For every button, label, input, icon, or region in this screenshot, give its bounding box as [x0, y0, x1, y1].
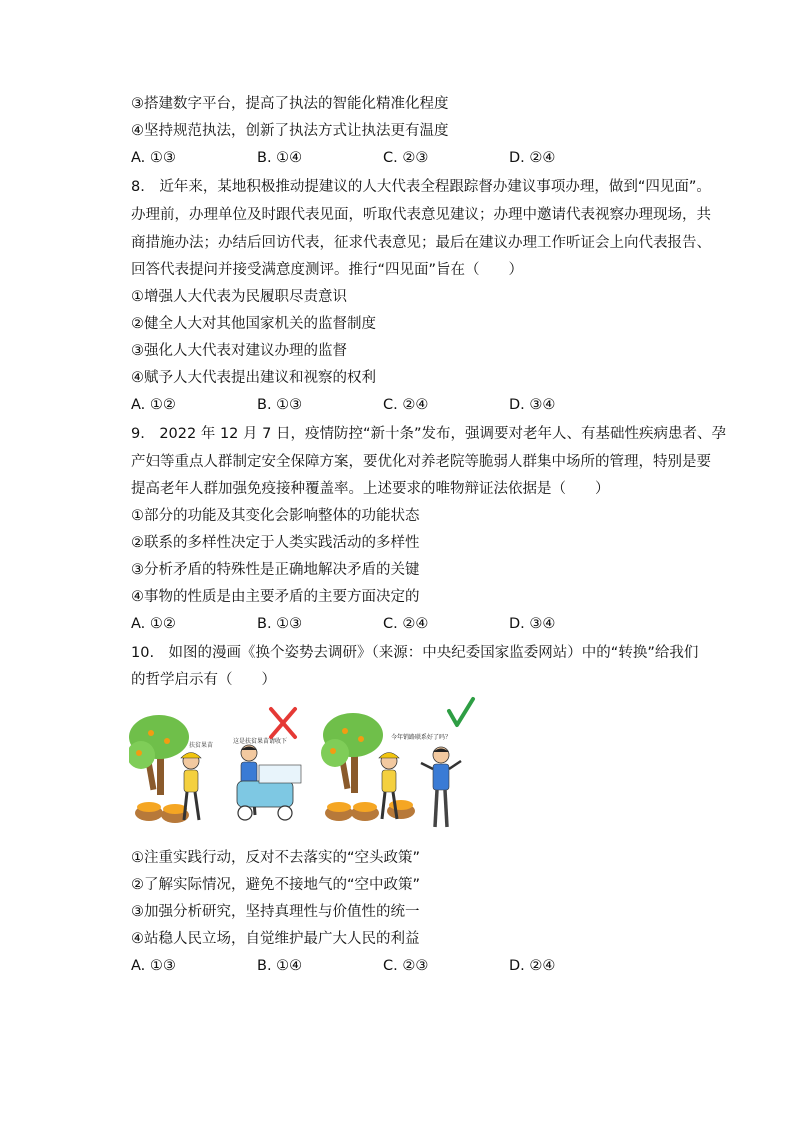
comic-left-sign: 扶贫果苗: [189, 742, 214, 749]
orange-fruit: [164, 738, 170, 744]
q9-stem-line-3: 提高老年人群加强免疫接种覆盖率。上述要求的唯物辩证法依据是（ ）: [131, 481, 610, 497]
q9-options: [131, 614, 691, 634]
delivery-cart: [237, 781, 293, 807]
q7-option-c: C. ②③: [383, 150, 429, 166]
official-leg: [435, 790, 437, 827]
q8-statement-4: ④赋予人大代表提出建议和视察的权利: [131, 370, 376, 386]
cart-cargo: [259, 765, 301, 783]
q7-statement-4: ④坚持规范执法，创新了执法方式让执法更有温度: [131, 123, 449, 139]
comic-right-panel: [321, 699, 473, 827]
q7-option-b: B. ①④: [257, 150, 303, 166]
comic-right-speech: 今年销路联系好了吗？: [391, 734, 452, 741]
oranges-pile: [353, 802, 377, 812]
farmer-leg: [195, 792, 199, 820]
q9-stem-line-2: 产妇等重点人群制定安全保障方案，要优化对养老院等脆弱人群集中场所的管理，特别是要: [131, 454, 711, 470]
oranges-pile: [327, 802, 351, 812]
q7-options: [131, 148, 691, 168]
q8-option-c: C. ②④: [383, 397, 429, 413]
orange-fruit: [342, 728, 348, 734]
q9-option-c: C. ②④: [383, 616, 429, 632]
q9-option-a: A. ①②: [131, 616, 176, 632]
q10-statement-2: ②了解实际情况，避免不接地气的“空中政策”: [131, 877, 421, 893]
wrong-mark-icon: [271, 709, 295, 737]
oranges-pile: [389, 800, 413, 810]
q8-statement-2: ②健全人大对其他国家机关的监督制度: [131, 316, 376, 332]
orange-fruit: [148, 730, 154, 736]
official-arm: [449, 761, 461, 769]
q8-option-d: D. ③④: [509, 397, 556, 413]
orange-fruit: [358, 736, 364, 742]
q8-stem-line-4: 回答代表提问并接受满意度测评。推行“四见面”旨在（ ）: [131, 262, 524, 278]
q10-option-d: D. ②④: [509, 958, 556, 974]
comic-left-speech: 这是扶贫果苗请收下: [233, 738, 288, 745]
q10-stem-line-1: 10. 如图的漫画《换个姿势去调研》（来源：中央纪委国家监委网站）中的“转换”给我们: [131, 645, 699, 661]
q7-option-d: D. ②④: [509, 150, 556, 166]
official-shirt: [433, 764, 449, 790]
q10-statement-1: ①注重实践行动，反对不去落实的“空头政策”: [131, 850, 421, 866]
q9-statement-4: ④事物的性质是由主要矛盾的主要方面决定的: [131, 589, 420, 605]
cart-wheel: [238, 806, 252, 820]
q10-stem-line-2: 的哲学启示有（ ）: [131, 672, 276, 688]
comic-illustration: [129, 695, 479, 837]
q9-stem-line-1: 9. 2022 年 12 月 7 日，疫情防控“新十条”发布，强调要对老年人、有基础性疾病患者、孕: [131, 426, 726, 442]
q8-option-a: A. ①②: [131, 397, 176, 413]
official-arm: [421, 763, 433, 769]
q8-statement-1: ①增强人大代表为民履职尽责意识: [131, 289, 347, 305]
q9-statement-3: ③分析矛盾的特殊性是正确地解决矛盾的关键: [131, 562, 420, 578]
comic-left-panel: [129, 709, 301, 823]
q9-statement-2: ②联系的多样性决定于人类实践活动的多样性: [131, 535, 420, 551]
q10-options: [131, 956, 691, 976]
q10-statement-4: ④站稳人民立场，自觉维护最广大人民的利益: [131, 931, 420, 947]
orange-fruit: [136, 750, 142, 756]
straw-hat: [181, 753, 201, 759]
q8-stem-line-2: 办理前，办理单位及时跟代表见面，听取代表意见建议；办理中邀请代表视察办理现场，共: [131, 207, 711, 223]
q7-statement-3: ③搭建数字平台，提高了执法的智能化精准化程度: [131, 96, 449, 112]
q10-option-b: B. ①④: [257, 958, 303, 974]
q8-statement-3: ③强化人大代表对建议办理的监督: [131, 343, 347, 359]
q8-stem-line-3: 商措施办法；办结后回访代表，征求代表意见；最后在建议办理工作听证会上向代表报告、: [131, 235, 711, 251]
farmer-shirt: [184, 770, 198, 792]
orange-fruit: [330, 748, 336, 754]
q7-option-a: A. ①③: [131, 150, 176, 166]
official-leg: [445, 790, 447, 827]
oranges-pile: [137, 802, 161, 812]
q9-option-b: B. ①③: [257, 616, 303, 632]
cart-wheel: [278, 806, 292, 820]
straw-hat: [379, 753, 399, 759]
q8-options: [131, 395, 691, 415]
farmer-shirt: [382, 770, 396, 792]
q10-statement-3: ③加强分析研究，坚持真理性与价值性的统一: [131, 904, 420, 920]
q8-option-b: B. ①③: [257, 397, 303, 413]
q9-option-d: D. ③④: [509, 616, 556, 632]
q9-statement-1: ①部分的功能及其变化会影响整体的功能状态: [131, 508, 420, 524]
q10-option-a: A. ①③: [131, 958, 176, 974]
check-mark-icon: [449, 699, 473, 725]
q8-stem-line-1: 8. 近年来，某地积极推动提建议的人大代表全程跟踪督办建议事项办理，做到“四见面”。: [131, 179, 711, 195]
farmer-leg: [382, 792, 385, 819]
q10-option-c: C. ②③: [383, 958, 429, 974]
